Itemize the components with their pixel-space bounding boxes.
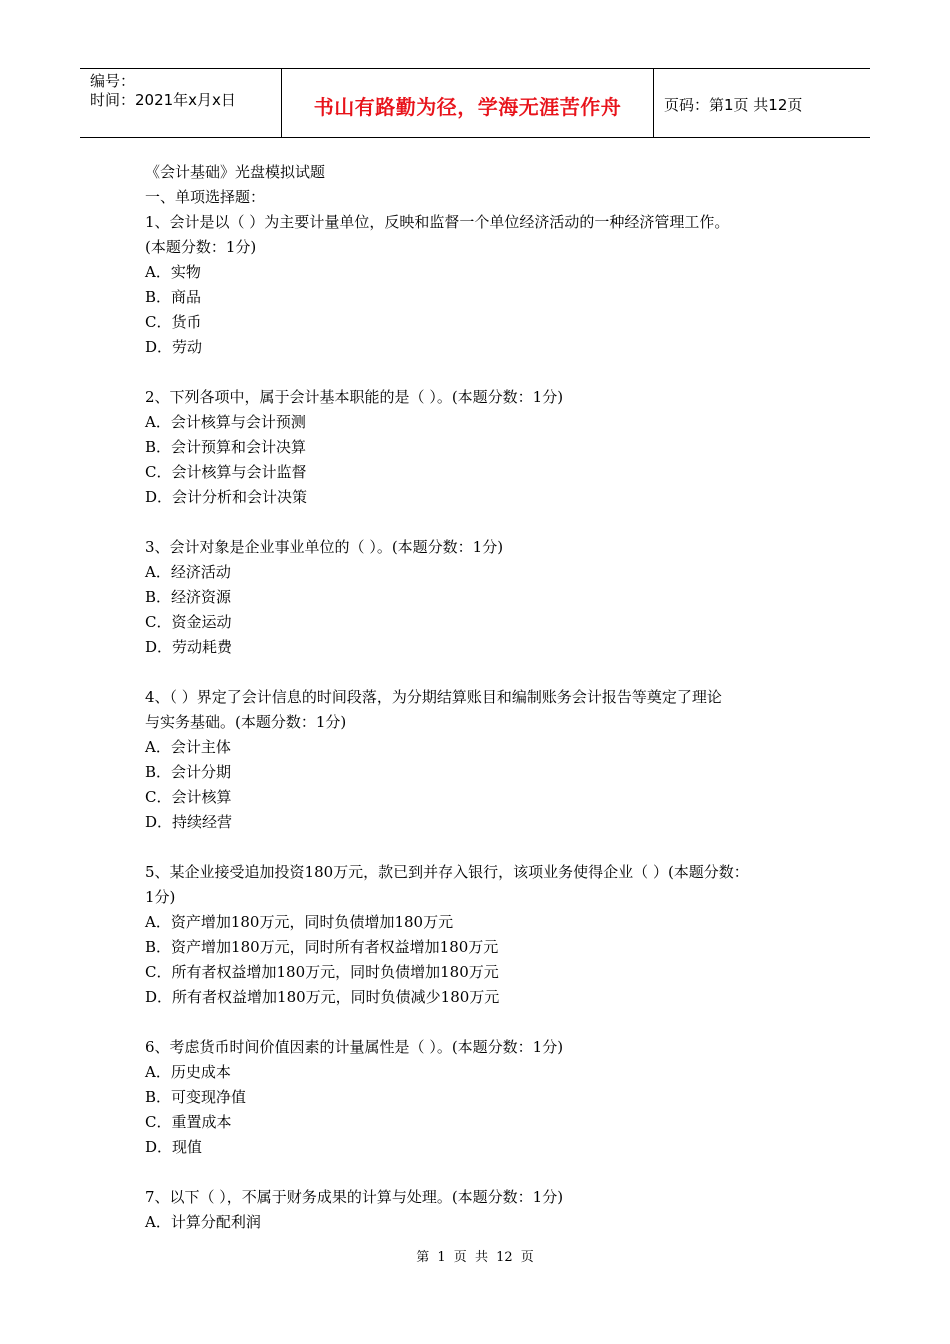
option: C．货币	[145, 313, 202, 331]
option: A．计算分配利润	[145, 1213, 261, 1231]
question	[145, 1185, 825, 1235]
option: C．所有者权益增加180万元，同时负债增加180万元	[145, 963, 499, 981]
question	[145, 860, 825, 1010]
option: C．资金运动	[145, 613, 232, 631]
option: D．持续经营	[145, 813, 233, 831]
option: D．现值	[145, 1138, 203, 1156]
document-title: 《会计基础》光盘模拟试题	[145, 163, 326, 181]
page-info: 页码：第1页 共12页	[664, 96, 803, 114]
option: A．会计核算与会计预测	[145, 413, 306, 431]
footer-text: 页	[453, 1250, 467, 1265]
motto: 书山有路勤为径，学海无涯苦作舟	[313, 95, 622, 119]
option: C．重置成本	[145, 1113, 232, 1131]
option: A．资产增加180万元，同时负债增加180万元	[145, 913, 454, 931]
option: B．会计预算和会计决算	[145, 438, 307, 456]
header-table	[80, 68, 870, 138]
question-text: 3、会计对象是企业事业单位的（ ）。(本题分数：1分)	[145, 538, 504, 556]
option: D．劳动耗费	[145, 638, 233, 656]
option: B．会计分期	[145, 763, 232, 781]
section-heading: 一、单项选择题：	[145, 188, 266, 206]
option: B．商品	[145, 288, 202, 306]
option: A．历史成本	[145, 1063, 231, 1081]
header-divider	[653, 69, 654, 137]
option: B．可变现净值	[145, 1088, 247, 1106]
option: C．会计核算与会计监督	[145, 463, 307, 481]
option: D．会计分析和会计决策	[145, 488, 308, 506]
option: A．实物	[145, 263, 201, 281]
question	[145, 535, 825, 660]
footer-page-total: 12	[496, 1250, 513, 1265]
question-text: 5、某企业接受追加投资180万元，款已到并存入银行，该项业务使得企业（ ）(本题分数：	[145, 863, 749, 881]
question-text: 与实务基础。(本题分数：1分)	[145, 713, 347, 731]
option: A．会计主体	[145, 738, 231, 756]
question	[145, 1035, 825, 1160]
document-body	[145, 160, 825, 1235]
question	[145, 385, 825, 510]
footer-text: 第	[416, 1250, 430, 1265]
question-text: 1分)	[145, 888, 176, 906]
question	[145, 210, 825, 360]
footer-text: 页	[520, 1250, 534, 1265]
option: B．资产增加180万元，同时所有者权益增加180万元	[145, 938, 499, 956]
question-text: (本题分数：1分)	[145, 238, 257, 256]
header-meta	[90, 72, 236, 110]
question-text: 1、会计是以（ ）为主要计量单位，反映和监督一个单位经济活动的一种经济管理工作。	[145, 213, 730, 231]
option: B．经济资源	[145, 588, 232, 606]
question-text: 2、下列各项中，属于会计基本职能的是（ ）。(本题分数：1分)	[145, 388, 564, 406]
option: A．经济活动	[145, 563, 231, 581]
question-text: 7、以下（ ），不属于财务成果的计算与处理。(本题分数：1分)	[145, 1188, 564, 1206]
option: C．会计核算	[145, 788, 232, 806]
page-footer	[0, 1246, 950, 1265]
option: D．所有者权益增加180万元，同时负债减少180万元	[145, 988, 500, 1006]
number-label: 编号：	[90, 72, 136, 90]
time-label: 时间：2021年x月x日	[90, 91, 236, 109]
question	[145, 685, 825, 835]
question-text: 4、（ ）界定了会计信息的时间段落，为分期结算账目和编制账务会计报告等奠定了理论	[145, 688, 722, 706]
option: D．劳动	[145, 338, 203, 356]
footer-text: 共	[474, 1250, 488, 1265]
footer-page-number: 1	[437, 1250, 446, 1265]
question-text: 6、考虑货币时间价值因素的计量属性是（ ）。(本题分数：1分)	[145, 1038, 564, 1056]
